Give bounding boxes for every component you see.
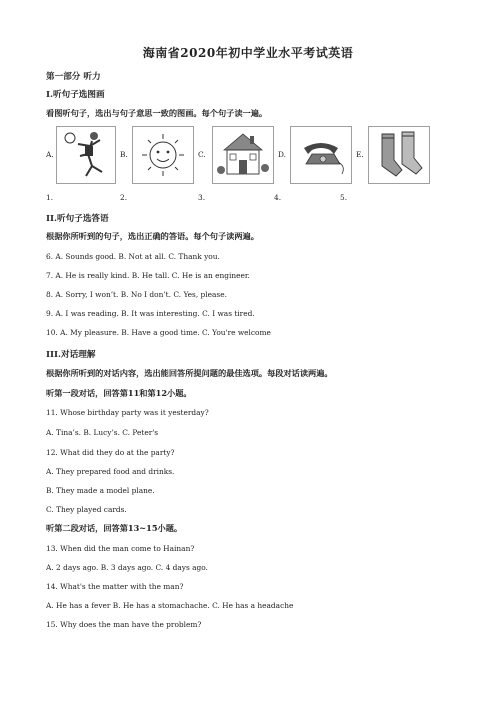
question-item: A. 2 days ago. B. 3 days ago. C. 4 days ago. [46, 563, 208, 572]
answer-number-3: 3. [198, 193, 206, 202]
picture-row [46, 126, 466, 186]
dialog1-heading: 听第一段对话，回答第11和第12小题。 [46, 388, 192, 398]
telephone-icon [290, 126, 352, 182]
question-item: 13. When did the man come to Hainan? [46, 544, 195, 553]
answer-number-4: 4. [274, 193, 282, 202]
section1-heading: I.听句子选图画 [46, 90, 105, 100]
question-item: 8. A. Sorry, I won’t. B. No I don’t. C. Yes, please. [46, 290, 227, 299]
question-item: A. Tina’s. B. Lucy’s. C. Peter's [46, 428, 159, 437]
question-item: A. They prepared food and drinks. [46, 467, 175, 476]
socks-icon [368, 126, 430, 182]
basketball-player-icon [56, 126, 116, 182]
section2-instruction: 根据你所听到的句子，选出正确的答语。每个句子读两遍。 [46, 231, 259, 241]
question-item: 10. A. My pleasure. B. Have a good time. C. You're welcome [46, 328, 271, 337]
question-item: 14. What's the matter with the man? [46, 582, 184, 591]
question-item: 15. Why does the man have the problem? [46, 620, 202, 629]
dialog2-heading: 听第二段对话，回答第13~15小题。 [46, 523, 183, 533]
picture-label-b: B. [120, 150, 128, 159]
section3-heading: III.对话理解 [46, 350, 96, 360]
question-item: B. They made a model plane. [46, 486, 155, 495]
question-item: 6. A. Sounds good. B. Not at all. C. Thank you. [46, 252, 220, 261]
house-icon [212, 126, 274, 182]
page-title: 海南省2020年初中学业水平考试英语 [142, 46, 354, 60]
answer-number-2: 2. [120, 193, 128, 202]
question-item: 12. What did they do at the party? [46, 448, 175, 457]
sun-icon [132, 126, 194, 182]
section2-heading: II.听句子选答语 [46, 214, 109, 224]
picture-label-a: A. [46, 150, 54, 159]
question-item: 9. A. I was reading. B. It was interesting. C. I was tired. [46, 309, 255, 318]
answer-number-1: 1. [46, 193, 54, 202]
question-item: 11. Whose birthday party was it yesterday? [46, 408, 209, 417]
question-item: A. He has a fever B. He has a stomachache. C. He has a headache [46, 601, 294, 610]
question-item: C. They played cards. [46, 505, 127, 514]
question-item: 7. A. He is really kind. B. He tall. C. He is an engineer. [46, 271, 250, 280]
section1-instruction: 看图听句子，选出与句子意思一致的图画。每个句子读一遍。 [46, 108, 268, 118]
answer-number-5: 5. [340, 193, 348, 202]
picture-label-e: E. [356, 150, 364, 159]
picture-label-d: D. [278, 150, 287, 159]
part-heading: 第一部分 听力 [46, 72, 101, 82]
section3-instruction: 根据你所听到的对话内容，选出能回答所提问题的最佳选项。每段对话读两遍。 [46, 368, 333, 378]
picture-label-c: C. [198, 150, 206, 159]
